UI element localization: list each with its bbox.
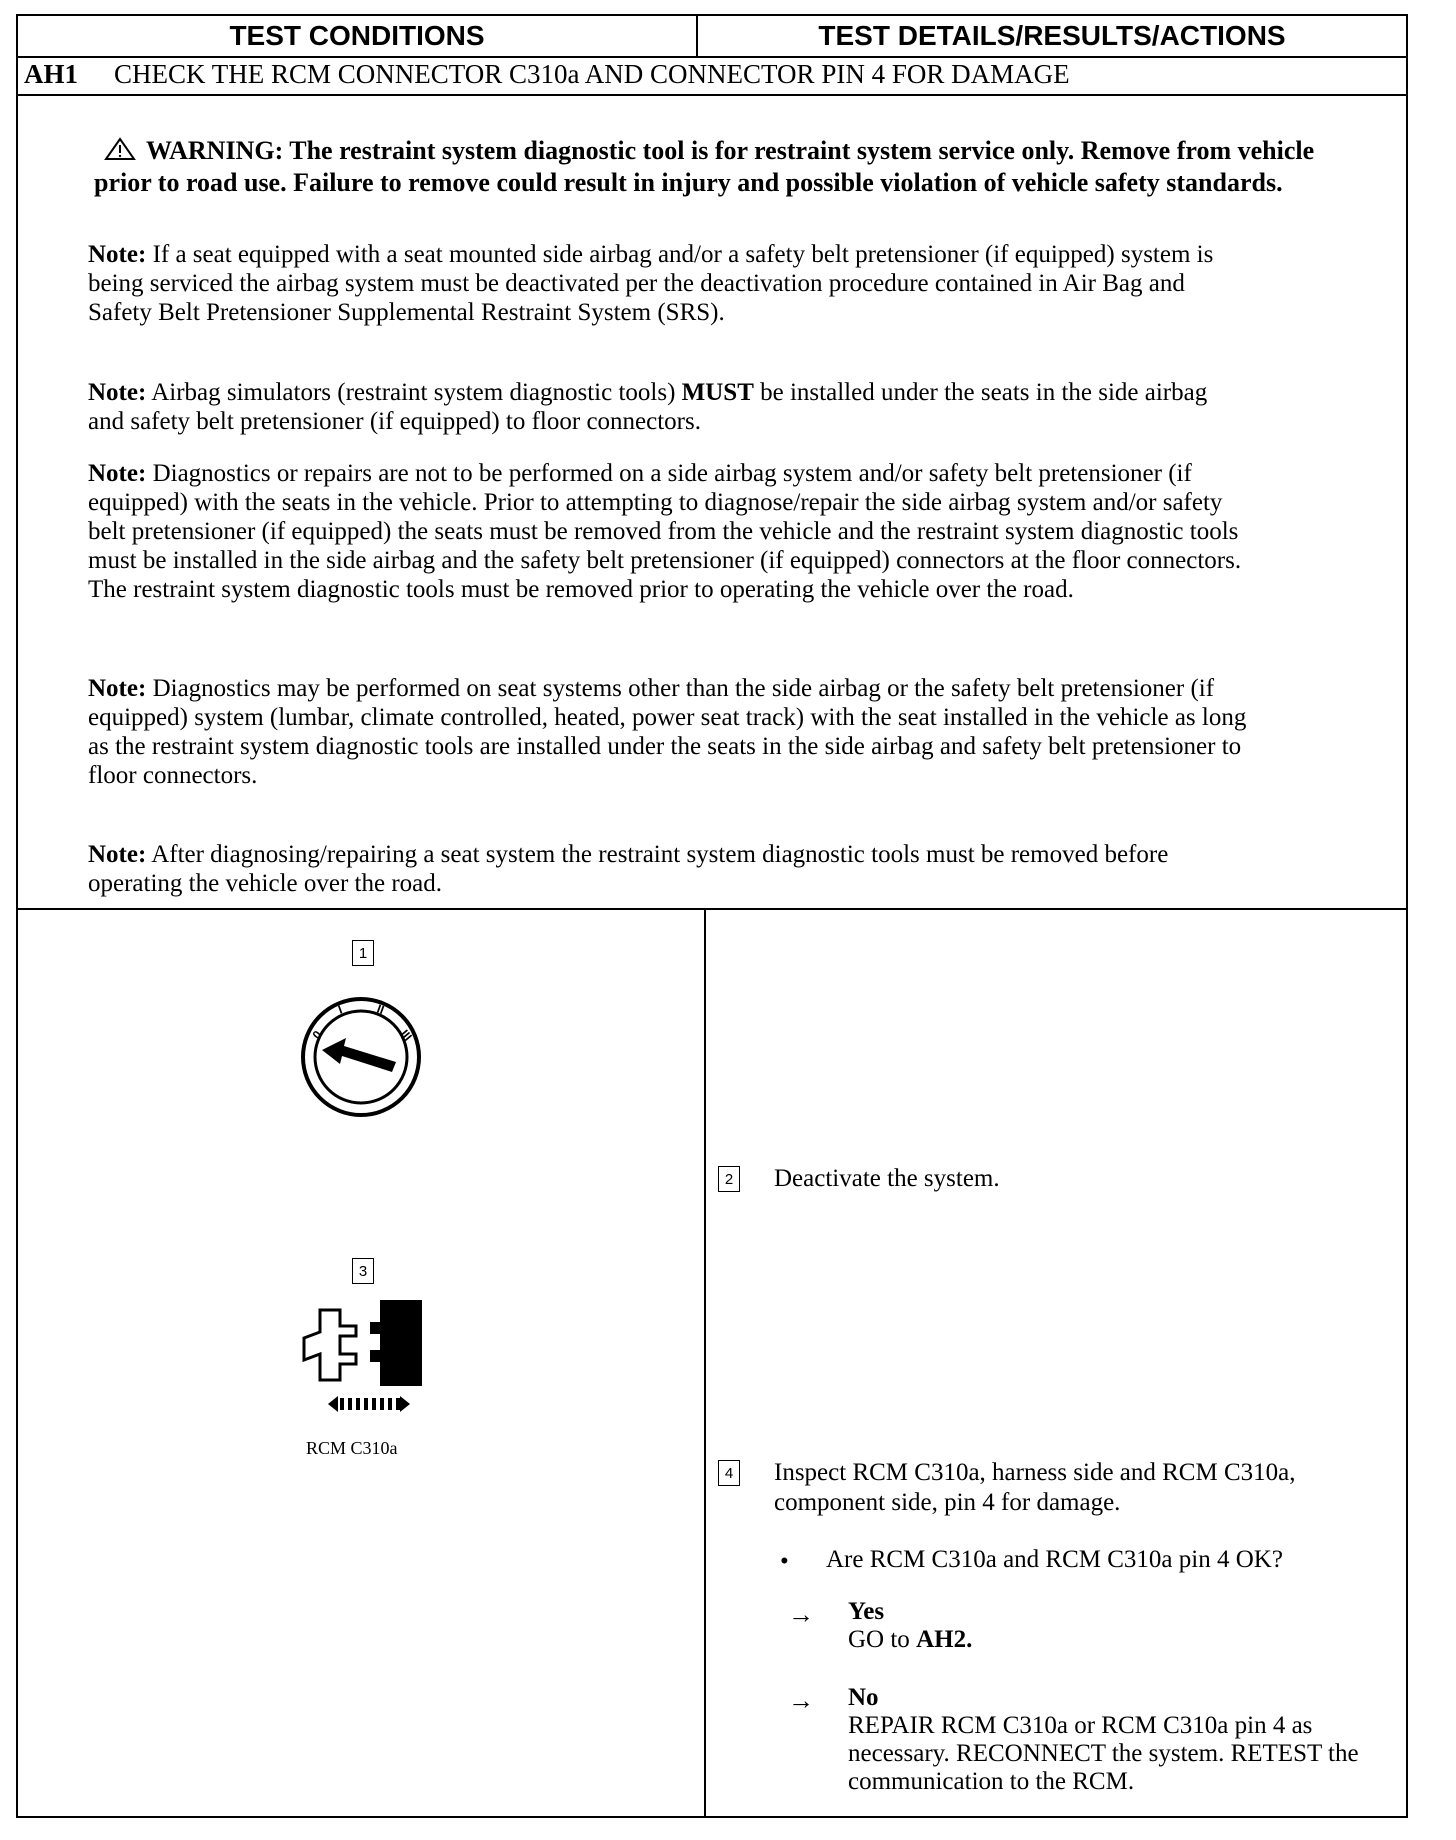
header-test-conditions: TEST CONDITIONS	[18, 16, 698, 56]
step-number-4: 4	[718, 1460, 740, 1486]
step-number-3: 3	[352, 1258, 374, 1284]
svg-text:II: II	[374, 1001, 387, 1018]
right-arrow-icon: →	[788, 1600, 814, 1629]
warning-icon	[104, 137, 136, 168]
note-2	[88, 378, 1248, 436]
answer-yes-label: Yes	[848, 1598, 885, 1625]
right-arrow-icon: →	[788, 1686, 814, 1715]
answer-no-text: REPAIR RCM C310a or RCM C310a pin 4 as necessary. RECONNECT the system. RETEST the communication to the RCM.	[848, 1712, 1359, 1795]
warning-text: WARNING: The restraint system diagnostic tool is for restraint system service only. Remove from vehicle prior to road use. Failure to remove could result in injury and possible violation of vehicle safety standards.	[94, 136, 1315, 197]
answer-no-label: No	[848, 1684, 879, 1711]
note-label: Note:	[88, 841, 147, 868]
note-1	[88, 240, 1248, 327]
test-title-row	[18, 56, 1406, 96]
test-page	[16, 14, 1408, 1818]
note-label: Note:	[88, 460, 147, 487]
note-text: Airbag simulators (restraint system diagnostic tools)	[151, 379, 676, 406]
test-code: AH1	[24, 59, 78, 89]
svg-text:III: III	[397, 1026, 415, 1044]
svg-text:0: 0	[309, 1027, 325, 1042]
note-text: After diagnosing/repairing a seat system the restraint system diagnostic tools must be removed before operating the vehicle over the road.	[88, 841, 1169, 897]
step-number-1: 1	[352, 940, 374, 966]
connector-icon	[298, 1296, 428, 1431]
steps-section	[18, 908, 1406, 1818]
note-text: be installed under the seats in the side airbag and safety belt pretensioner (if equipped) to floor connectors.	[88, 379, 1208, 435]
note-text: Diagnostics may be performed on seat systems other than the side airbag or the safety belt pretensioner (if equipped) system (lumbar, climate controlled, heated, power seat track) with the seat installed in the vehicle as long as the restraint system diagnostic tools are installed under the seats in the side airbag and safety belt pretensioner to floor connectors.	[88, 675, 1247, 789]
note-5	[88, 840, 1248, 898]
column-divider	[704, 908, 706, 1818]
step-2-text: Deactivate the system.	[774, 1165, 1000, 1192]
answer-no	[848, 1684, 1408, 1796]
warning-block	[94, 136, 1334, 198]
answer-yes	[848, 1598, 1408, 1654]
notes-section	[18, 96, 1406, 910]
step-4-question: Are RCM C310a and RCM C310a pin 4 OK?	[826, 1546, 1283, 1573]
note-text: Diagnostics or repairs are not to be performed on a side airbag system and/or safety belt pretensioner (if equipped) with the seats in the vehicle. Prior to attempting to diagnose/repair the side airbag system and/or safety belt pretensioner (if equipped) the seats must be removed from the vehicle and the restraint system diagnostic tools must be installed in the side airbag and the safety belt pretensioner (if equipped) connectors at the floor connectors. The restraint system diagnostic tools must be removed prior to operating the vehicle over the road.	[88, 460, 1242, 603]
connector-caption: RCM C310a	[306, 1438, 398, 1458]
answer-yes-target: AH2.	[916, 1626, 973, 1653]
note-label: Note:	[88, 675, 147, 702]
note-4	[88, 674, 1248, 790]
ignition-key-icon	[296, 992, 426, 1127]
header-test-details: TEST DETAILS/RESULTS/ACTIONS	[818, 20, 1286, 51]
note-emphasis: MUST	[681, 379, 754, 406]
note-label: Note:	[88, 241, 147, 268]
note-label: Note:	[88, 379, 147, 406]
table-header	[18, 16, 1406, 58]
step-4-text: Inspect RCM C310a, harness side and RCM C310a, component side, pin 4 for damage.	[774, 1459, 1296, 1516]
svg-text:I: I	[336, 1002, 345, 1017]
note-3	[88, 459, 1248, 604]
test-title: CHECK THE RCM CONNECTOR C310a AND CONNECTOR PIN 4 FOR DAMAGE	[114, 59, 1070, 89]
bullet-icon: •	[780, 1548, 789, 1575]
note-text: If a seat equipped with a seat mounted side airbag and/or a safety belt pretensioner (if equipped) system is being serviced the airbag system must be deactivated per the deactivation procedure contained in Air Bag and Safety Belt Pretensioner Supplemental Restraint System (SRS).	[88, 241, 1214, 326]
step-number-2: 2	[718, 1166, 740, 1192]
answer-yes-text: GO to	[848, 1626, 910, 1653]
